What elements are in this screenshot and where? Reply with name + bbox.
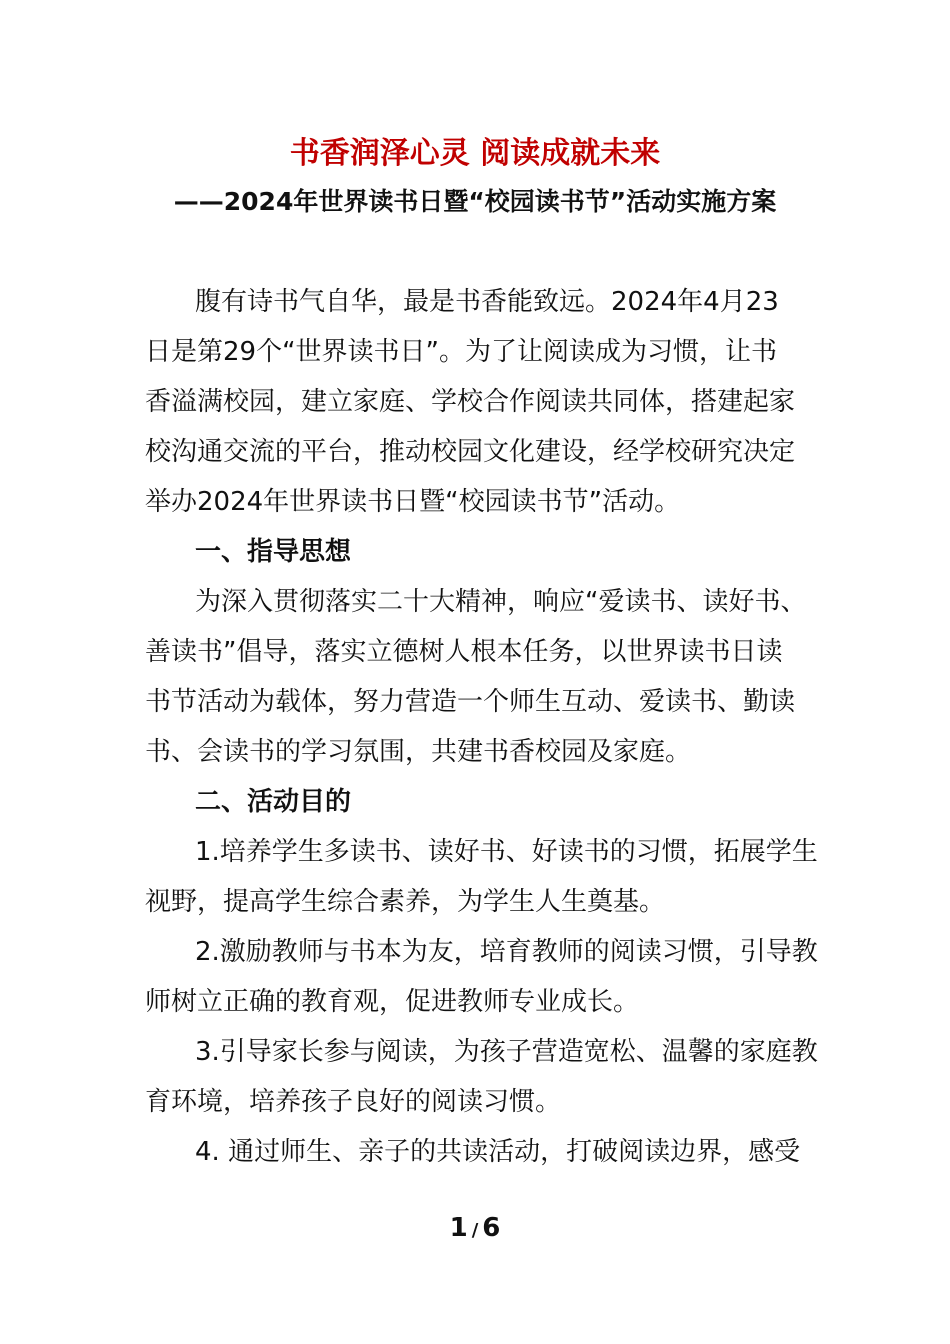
- document-title: 书香润泽心灵 阅读成就未来: [289, 136, 661, 171]
- document-subtitle: ——2024年世界读书日暨“校园读书节”活动实施方案: [173, 187, 777, 216]
- paragraph-line: 师树立正确的教育观，促进教师专业成长。: [145, 987, 640, 1017]
- paragraph-line: 校沟通交流的平台，推动校园文化建设，经学校研究决定: [145, 437, 796, 467]
- paragraph-line: 腹有诗书气自华，最是书香能致远。2024年4月23: [195, 287, 779, 317]
- section-heading: 一、指导思想: [195, 537, 352, 567]
- paragraph-line: 1.培养学生多读书、读好书、好读书的习惯，拓展学生: [195, 837, 818, 867]
- paragraph-line: 书、会读书的学习氛围，共建书香校园及家庭。: [145, 737, 692, 767]
- paragraph-line: 日是第29个“世界读书日”。为了让阅读成为习惯，让书: [145, 337, 778, 367]
- section-heading: 二、活动目的: [195, 787, 352, 817]
- paragraph-line: 为深入贯彻落实二十大精神，响应“爱读书、读好书、: [195, 587, 807, 617]
- paragraph-line: 育环境，培养孩子良好的阅读习惯。: [145, 1087, 562, 1117]
- page-separator: /: [471, 1220, 479, 1241]
- page-number: [0, 1210, 950, 1249]
- paragraph-line: 举办2024年世界读书日暨“校园读书节”活动。: [145, 487, 681, 517]
- paragraph-line: 善读书”倡导，落实立德树人根本任务，以世界读书日读: [145, 637, 783, 667]
- paragraph-line: 视野，提高学生综合素养，为学生人生奠基。: [145, 887, 666, 917]
- total-pages: 6: [482, 1213, 501, 1243]
- paragraph-line: 香溢满校园，建立家庭、学校合作阅读共同体，搭建起家: [145, 387, 796, 417]
- paragraph-line: 4. 通过师生、亲子的共读活动，打破阅读边界，感受: [195, 1137, 801, 1167]
- paragraph-line: 2.激励教师与书本为友，培育教师的阅读习惯，引导教: [195, 937, 818, 967]
- paragraph-line: 3.引导家长参与阅读，为孩子营造宽松、温馨的家庭教: [195, 1037, 818, 1067]
- current-page: 1: [449, 1213, 468, 1243]
- paragraph-line: 书节活动为载体，努力营造一个师生互动、爱读书、勤读: [145, 687, 796, 717]
